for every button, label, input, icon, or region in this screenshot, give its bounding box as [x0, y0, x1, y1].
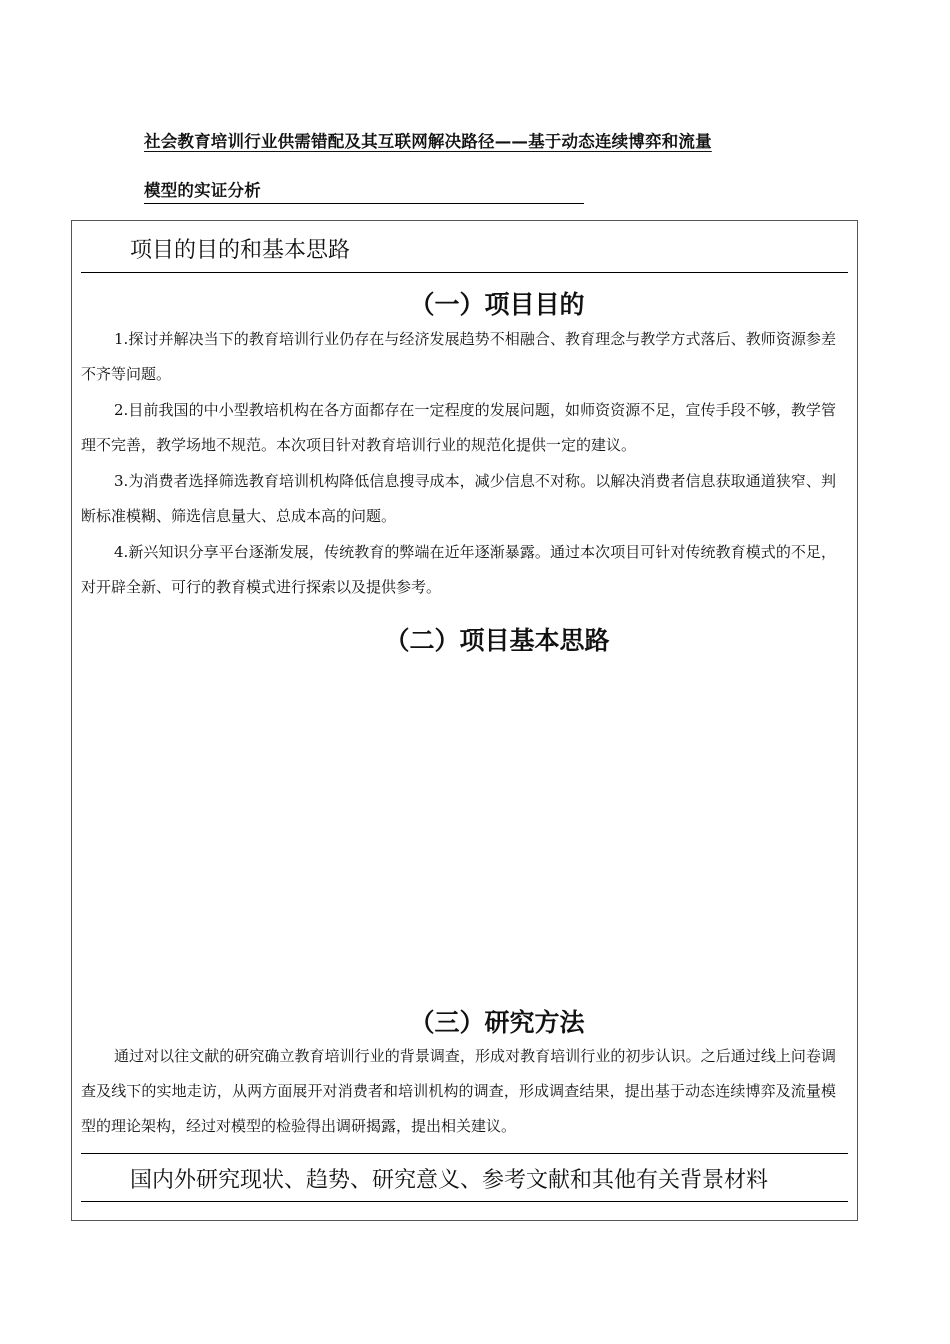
purpose-paragraph-2: 2.目前我国的中小型教培机构在各方面都存在一定程度的发展问题，如师资资源不足，宣传手段不够，教学管理不完善，教学场地不规范。本次项目针对教育培训行业的规范化提供一定的建议。: [81, 401, 836, 454]
form-box: [71, 220, 858, 1221]
research-method-paragraph: 通过对以往文献的研究确立教育培训行业的背景调查，形成对教育培训行业的初步认识。之后通过线上问卷调查及线下的实地走访，从两方面展开对消费者和培训机构的调查，形成调查结果，提出基于动态连续博弈及流量模型的理论架构，经过对模型的检验得出调研揭露，提出相关建议。: [81, 1047, 836, 1135]
document-title-line-2: 模型的实证分析: [144, 177, 584, 204]
purpose-paragraph-1: 1.探讨并解决当下的教育培训行业仍存在与经济发展趋势不相融合、教育理念与教学方式落后、教师资源参差不齐等问题。: [81, 330, 836, 383]
section-label-purpose: 项目的目的和基本思路: [130, 238, 351, 263]
heading-research-method: （三）研究方法: [409, 1008, 585, 1037]
divider: [81, 1201, 848, 1202]
heading-project-purpose: （一）项目目的: [409, 290, 585, 319]
document-title-line-1: 社会教育培训行业供需错配及其互联网解决路径——基于动态连续博弈和流量: [144, 132, 712, 151]
heading-basic-approach: （二）项目基本思路: [384, 626, 610, 655]
divider: [81, 1153, 848, 1154]
purpose-paragraph-4: 4.新兴知识分享平台逐渐发展，传统教育的弊端在近年逐渐暴露。通过本次项目可针对传统教育模式的不足，对开辟全新、可行的教育模式进行探索以及提供参考。: [81, 543, 836, 596]
section-label-background: 国内外研究现状、趋势、研究意义、参考文献和其他有关背景材料: [130, 1168, 769, 1193]
purpose-paragraph-3: 3.为消费者选择筛选教育培训机构降低信息搜寻成本，减少信息不对称。以解决消费者信息获取通道狭窄、判断标准模糊、筛选信息量大、总成本高的问题。: [81, 472, 836, 525]
divider: [81, 272, 848, 273]
